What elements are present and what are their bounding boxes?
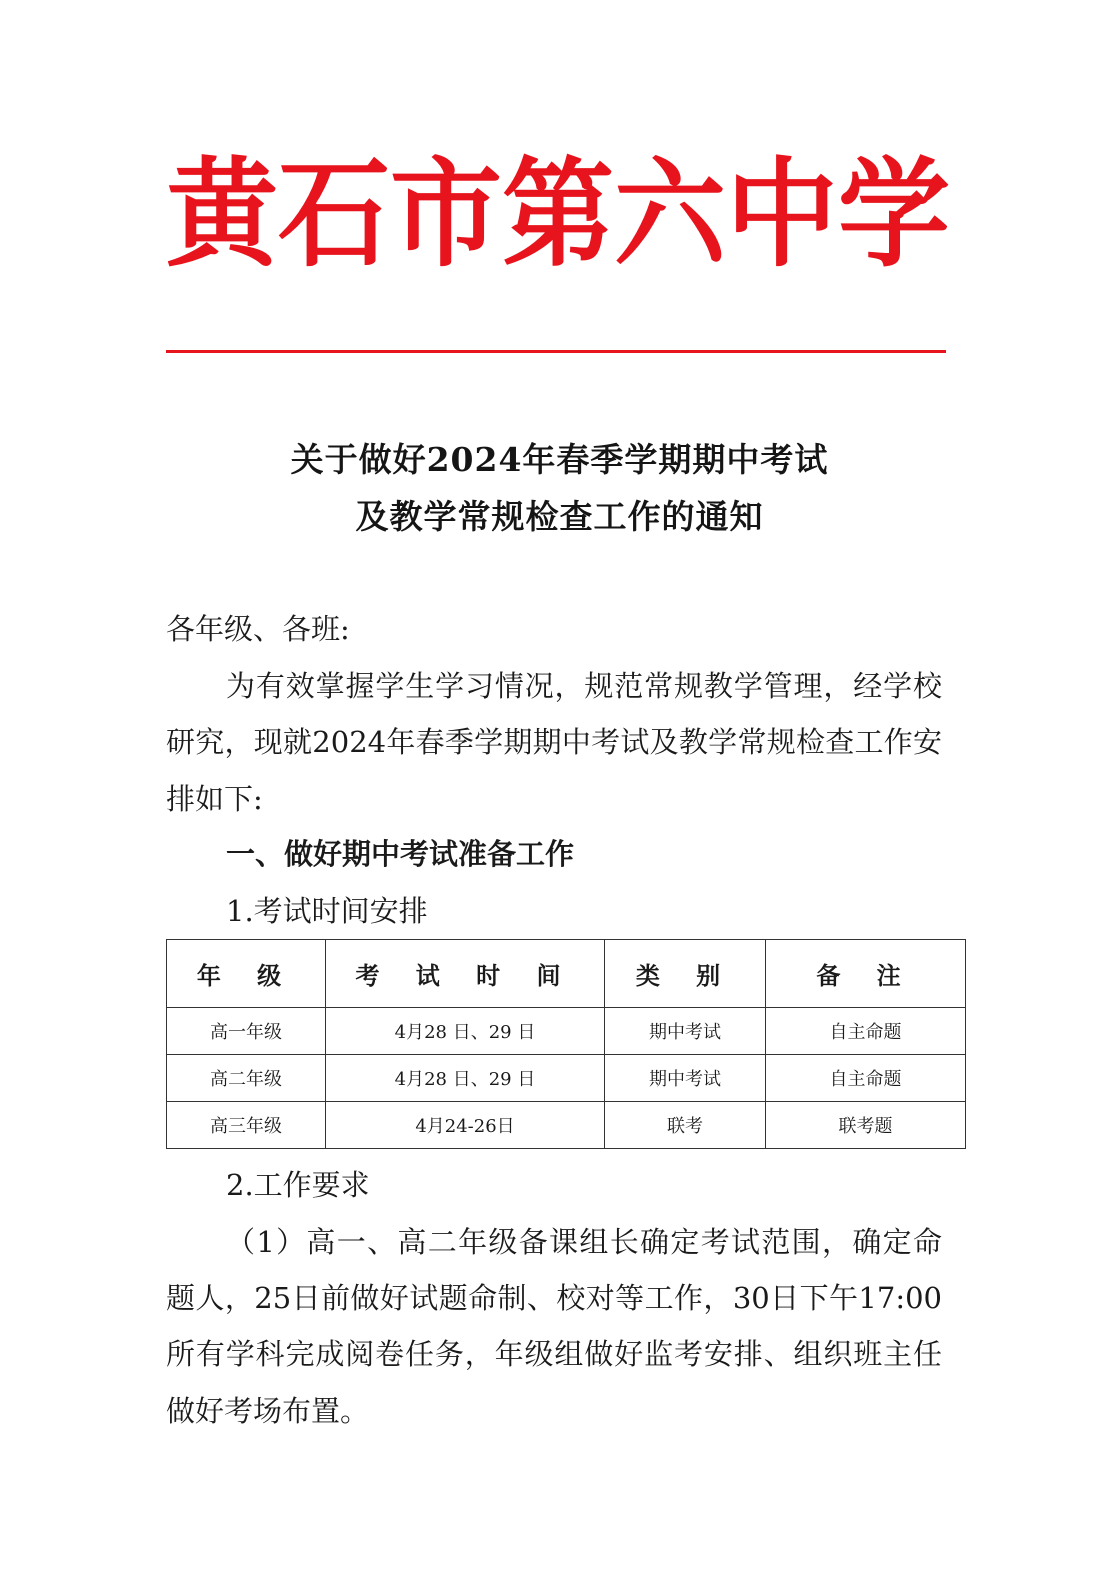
cell-remarks: 自主命题	[766, 1008, 966, 1055]
table-row	[167, 1055, 966, 1102]
intro-line-1: 为有效掌握学生学习情况，规范常规教学管理，经学校	[226, 669, 942, 703]
cell-remarks: 联考题	[766, 1102, 966, 1149]
cell-category: 期中考试	[605, 1055, 766, 1102]
masthead-char: 石	[278, 146, 390, 284]
subheading-work-requirements: 2.工作要求	[226, 1168, 370, 1202]
salutation: 各年级、各班:	[166, 612, 350, 646]
school-masthead	[166, 146, 950, 284]
header-grade: 年 级	[167, 940, 326, 1008]
header-remarks: 备 注	[766, 940, 966, 1008]
cell-exam-time: 4月28 日、29 日	[326, 1008, 605, 1055]
masthead-char: 中	[726, 146, 838, 284]
cell-grade: 高二年级	[167, 1055, 326, 1102]
requirement-1-line-1: （1）高一、高二年级备课组长确定考试范围，确定命	[226, 1225, 942, 1259]
cell-exam-time: 4月28 日、29 日	[326, 1055, 605, 1102]
subheading-exam-schedule: 1.考试时间安排	[226, 894, 428, 928]
cell-grade: 高三年级	[167, 1102, 326, 1149]
masthead-char: 学	[838, 146, 950, 284]
cell-category: 期中考试	[605, 1008, 766, 1055]
cell-category: 联考	[605, 1102, 766, 1149]
table-row	[167, 1008, 966, 1055]
header-category: 类 别	[605, 940, 766, 1008]
masthead-char: 黄	[166, 146, 278, 284]
cell-exam-time: 4月24-26日	[326, 1102, 605, 1149]
intro-line-3: 排如下:	[166, 782, 263, 816]
table-row	[167, 1102, 966, 1149]
requirement-1-line-2: 题人，25日前做好试题命制、校对等工作，30日下午17:00	[166, 1281, 942, 1315]
document-title-line-1: 关于做好2024年春季学期期中考试	[290, 440, 829, 479]
table-header-row	[167, 940, 966, 1008]
section-heading-1: 一、做好期中考试准备工作	[226, 837, 575, 871]
masthead-char: 第	[502, 146, 614, 284]
intro-line-2: 研究，现就2024年春季学期期中考试及教学常规检查工作安	[166, 725, 942, 759]
cell-remarks: 自主命题	[766, 1055, 966, 1102]
exam-schedule-table	[166, 939, 966, 1149]
masthead-char: 六	[614, 146, 726, 284]
masthead-red-rule	[166, 350, 946, 353]
requirement-1-line-4: 做好考场布置。	[166, 1394, 370, 1428]
document-title-line-2: 及教学常规检查工作的通知	[355, 497, 764, 536]
header-exam-time: 考 试 时 间	[326, 940, 605, 1008]
cell-grade: 高一年级	[167, 1008, 326, 1055]
requirement-1-line-3: 所有学科完成阅卷任务，年级组做好监考安排、组织班主任	[166, 1337, 942, 1371]
masthead-char: 市	[390, 146, 502, 284]
